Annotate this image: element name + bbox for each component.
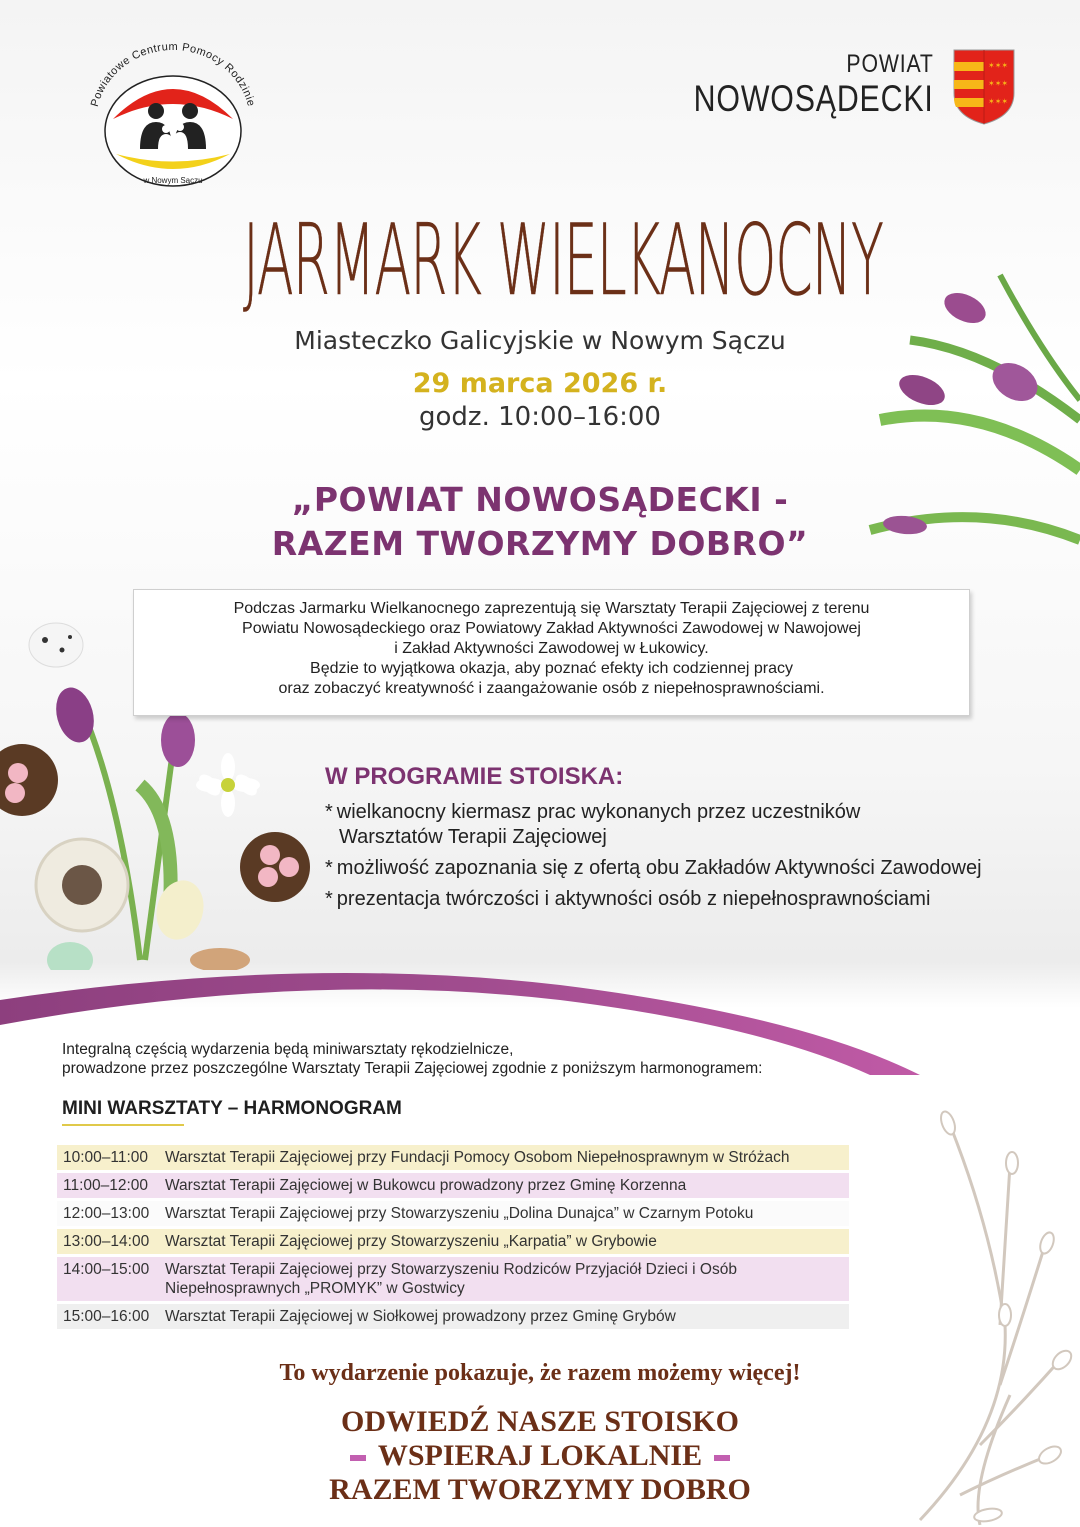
slogan-line-2: RAZEM TWORZYMY DOBRO” [271, 524, 809, 563]
program-item: * prezentacja twórczości i aktywności osób z niepełnosprawnościami [325, 888, 931, 910]
schedule-time: 11:00–12:00 [63, 1177, 149, 1194]
bullet-star-icon: * [325, 857, 333, 879]
slogan-line-1: „POWIAT NOWOSĄDECKI - [291, 480, 789, 519]
svg-text:✶✶✶: ✶✶✶ [988, 97, 1009, 106]
event-slogan [0, 478, 1080, 566]
intro-line: Podczas Jarmarku Wielkanocnego zaprezentują się Warsztaty Terapii Zajęciowej z terenu [233, 600, 870, 617]
bullet-star-icon: * [325, 888, 333, 910]
cta-line-2: WSPIERAJ LOKALNIE [0, 1439, 1080, 1473]
schedule-desc: Warsztat Terapii Zajęciowej przy Stowarzyszeniu „Karpatia” w Grybowie [165, 1233, 657, 1250]
schedule-desc: Warsztat Terapii Zajęciowej przy Stowarzyszeniu Rodziców Przyjaciół Dzieci i Osób Niepełnosprawnych „PROMYK” w Gostwicy [165, 1261, 737, 1297]
svg-text:✶✶✶: ✶✶✶ [988, 79, 1009, 88]
intro-line: Będzie to wyjątkowa okazja, aby poznać efekty ich codziennej pracy [310, 660, 793, 677]
program-item: * wielkanocny kiermasz prac wykonanych przez uczestników Warsztatów Terapii Zajęciowej [325, 801, 861, 848]
event-hours: godz. 10:00–16:00 [419, 402, 661, 432]
pcpr-logo-subtitle: w Nowym Sączu [143, 176, 203, 185]
powiat-name: NOWOSĄDECKI [694, 78, 934, 119]
schedule-row [57, 1201, 849, 1226]
event-date: 29 marca 2026 r. [412, 368, 668, 399]
closing-tagline: To wydarzenie pokazuje, że razem możemy więcej! [279, 1360, 801, 1386]
intro-box [133, 589, 970, 716]
event-title: JARMARK WIELKANOCNY [243, 204, 883, 318]
intro-line: i Zakład Aktywności Zawodowej w Łukowicy. [394, 640, 709, 657]
svg-text:Powiatowe Centrum Pomocy Rodzi: Powiatowe Centrum Pomocy Rodzinie [88, 40, 258, 109]
schedule-row [57, 1145, 849, 1170]
powiat-label: POWIAT [846, 50, 934, 78]
schedule-desc: Warsztat Terapii Zajęciowej przy Fundacji Pomocy Osobom Niepełnosprawnym w Stróżach [165, 1149, 790, 1166]
schedule-intro: Integralną częścią wydarzenia będą miniwarsztaty rękodzielnicze, prowadzone przez poszczególne Warsztaty Terapii Zajęciowej zgodnie z poniższym harmonogramem: [62, 1041, 763, 1077]
schedule-row [57, 1304, 849, 1329]
schedule-desc: Warsztat Terapii Zajęciowej w Bukowcu prowadzony przez Gminę Korzenna [165, 1177, 687, 1194]
family-logo-icon [78, 34, 268, 194]
program-list [325, 800, 982, 918]
call-to-action [0, 1405, 1080, 1507]
cta-line-3: RAZEM TWORZYMY DOBRO [329, 1473, 751, 1506]
intro-line: Powiatu Nowosądeckiego oraz Powiatowy Zakład Aktywności Zawodowej w Nawojowej [242, 620, 861, 637]
schedule-title: MINI WARSZTATY – HARMONOGRAM [62, 1098, 402, 1119]
program-item: * możliwość zapoznania się z ofertą obu Zakładów Aktywności Zawodowej [325, 857, 982, 879]
schedule-time: 13:00–14:00 [63, 1233, 150, 1250]
bullet-star-icon: * [325, 801, 333, 823]
schedule-time: 12:00–13:00 [63, 1205, 150, 1222]
schedule-time: 15:00–16:00 [63, 1308, 150, 1325]
event-location: Miasteczko Galicyjskie w Nowym Sączu [294, 326, 786, 355]
schedule-desc: Warsztat Terapii Zajęciowej przy Stowarzyszeniu „Dolina Dunajca” w Czarnym Potoku [165, 1205, 754, 1222]
cta-line-1: ODWIEDŹ NASZE STOISKO [341, 1405, 739, 1438]
schedule-title-underline [62, 1124, 184, 1126]
schedule-desc: Warsztat Terapii Zajęciowej w Siołkowej prowadzony przez Gminę Grybów [165, 1308, 676, 1325]
powiat-logo [694, 48, 1030, 128]
coat-of-arms-icon [952, 48, 1016, 126]
schedule-time: 10:00–11:00 [63, 1149, 149, 1166]
program-title: W PROGRAMIE STOISKA: [325, 763, 624, 790]
svg-text:✶✶✶: ✶✶✶ [988, 61, 1009, 70]
schedule-row [57, 1173, 849, 1198]
dash-icon [350, 1455, 366, 1461]
schedule-time: 14:00–15:00 [63, 1261, 150, 1278]
pcpr-logo [78, 34, 268, 194]
schedule-table [57, 1145, 849, 1332]
schedule-row [57, 1229, 849, 1254]
intro-line: oraz zobaczyć kreatywność i zaangażowanie osób z niepełnosprawnościami. [278, 680, 825, 697]
schedule-row [57, 1257, 849, 1301]
dash-icon [714, 1455, 730, 1461]
